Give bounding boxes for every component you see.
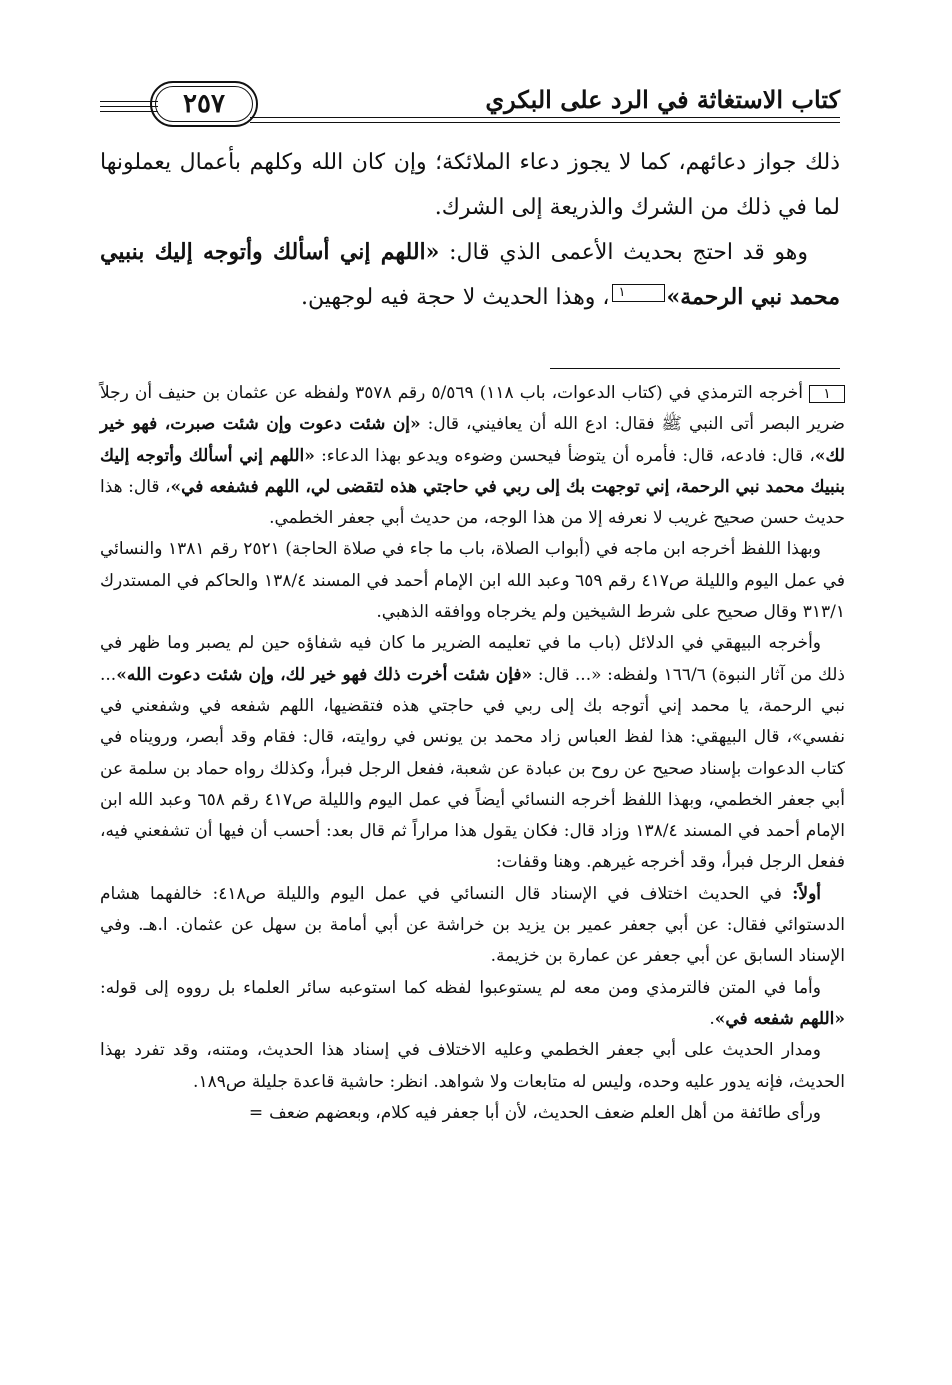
main-paragraph-1: ذلك جواز دعائهم، كما لا يجوز دعاء الملائكة؛ وإن كان الله وكلهم بأعمال يعملونها لما في ذلك من الشرك والذريعة إلى الشرك. (100, 150, 840, 220)
footnote-1-text-b: ، قال: فادعه، قال: فأمره أن يتوضأ فيحسن وضوءه ويدعو بهذا الدعاء: (314, 445, 815, 466)
footnotes (100, 378, 845, 1129)
footnote-paragraph-2: وبهذا اللفظ أخرجه ابن ماجه في (أبواب الصلاة، باب ما جاء في صلاة الحاجة) ٢٥٢١ رقم ١٣٨١ والنسائي في عمل اليوم والليلة ص٤١٧ رقم ٦٥٩ وعبد الله ابن الإمام أحمد في المسند ١٣٨/٤ والحاكم في المستدرك ٣١٣/١ وقال صحيح على شرط الشيخين ولم يخرجاه ووافقه الذهبي. (100, 539, 846, 623)
page-number-medallion (150, 81, 258, 127)
footnote-reference[interactable]: ١ (612, 284, 665, 302)
main-text (100, 140, 840, 320)
footnote-3-quote: «فإن شئت أخرت ذلك فهو خير لك، وإن شئت دعوت الله» (116, 664, 533, 685)
footnote-5-text-b: . (709, 1008, 715, 1029)
main-paragraph-2 (100, 230, 840, 320)
header-rule-right-bottom (250, 122, 840, 123)
header-rule-right-top (250, 117, 840, 118)
continuation-mark: = (248, 1102, 264, 1123)
footnote-paragraph-3 (100, 628, 845, 878)
paragraph-2-outro: ، وهذا الحديث لا حجة فيه لوجهين. (301, 285, 610, 310)
footnote-4-label: أولاً: (792, 883, 821, 904)
header-rule-left-bottom (100, 111, 158, 112)
footnote-1 (100, 378, 845, 534)
footnote-7-text: ورأى طائفة من أهل العلم ضعف الحديث، لأن أبا جعفر فيه كلام، وبعضهم ضعف (269, 1102, 821, 1123)
footnote-divider (550, 368, 840, 369)
footnote-5-quote: «اللهم شفعه في» (714, 1008, 845, 1029)
footnote-paragraph-7 (100, 1098, 845, 1129)
footnote-marker: ١ (809, 385, 845, 403)
hadith-quote: «اللهم إني أسألك وأتوجه إليك بنبيي محمد نبي الرحمة» (100, 239, 840, 310)
paragraph-2-intro: وهو قد احتج بحديث الأعمى الذي قال: (439, 240, 808, 265)
footnote-paragraph-4 (100, 879, 845, 973)
footnote-3-text-b: ... نبي الرحمة، يا محمد إني أتوجه بك إلى ربي في حاجتي هذه فتقضيها، اللهم شفعه في وشفعني في نفسي»، قال البيهقي: هذا لفظ العباس زاد محمد بن يونس في روايته، قال: فقام وقد أبصر، ورويناه في كتاب الدعوات بإسناد صحيح عن روح بن عبادة عن شعبة، ففعل الرجل فبرأ، وكذلك رواه حماد بن سلمة عن أبي جعفر الخطمي، وبهذا اللفظ أخرجه النسائي أيضاً في عمل اليوم والليلة ص٤١٧ رقم ٦٥٨ وعبد الله ابن الإمام أحمد في المسند ١٣٨/٤ وزاد قال: فكان يقول هذا مراراً ثم قال بعد: أحسب أن فيها أن تشفعني فيه، ففعل الرجل فبرأ، وقد أخرجه غيرهم. وهنا وقفات: (100, 664, 845, 873)
footnote-5-text-a: وأما في المتن فالترمذي ومن معه لم يستوعبوا لفظه كما استوعبه سائر العلماء بل رووه إلى قوله: (100, 977, 821, 998)
footnote-paragraph-5 (100, 973, 845, 1036)
page-header (100, 55, 840, 130)
footnote-paragraph-6: ومدار الحديث على أبي جعفر الخطمي وعليه الاختلاف في إسناد هذا الحديث، ومتنه، وقد تفرد بهذا الحديث، فإنه يدور عليه وحده، وليس له متابعات ولا شواهد. انظر: حاشية قاعدة جليلة ص١٨٩. (100, 1040, 845, 1092)
book-title: كتاب الاستغاثة في الرد على البكري (485, 85, 840, 114)
page-number: ٢٥٧ (183, 89, 225, 119)
footnote-3-text-a: وأخرجه البيهقي في الدلائل (باب ما في تعليمه الضرير ما كان فيه شفاؤه حين لم يصبر وما ظهر في ذلك من آثار النبوة) ١٦٦/٦ ولفظه: «... قال: (100, 633, 845, 685)
footnote-1-text-c: ، قال: هذا حديث حسن صحيح غريب لا نعرفه إلا من هذا الوجه، من حديث أبي جعفر الخطمي. (100, 476, 845, 529)
footnote-1-text-a: أخرجه الترمذي في (كتاب الدعوات، باب ١١٨) ٥/٥٦٩ رقم ٣٥٧٨ ولفظه عن عثمان بن حنيف أن رجلاً ضرير البصر أتى النبي ﷺ فقال: ادع الله أن يعافيني، قال: (100, 383, 845, 435)
footnote-1-quote-a: «إن شئت دعوت وإن شئت صبرت، فهو خير لك» (100, 414, 845, 466)
footnote-1-quote-b: «اللهم إني أسألك وأتوجه إليك بنبيك محمد نبي الرحمة، إني توجهت بك إلى ربي في حاجتي هذه لتقضى لي، اللهم فشفعه في» (100, 445, 845, 497)
footnote-4-text: في الحديث اختلاف في الإسناد قال النسائي في عمل اليوم والليلة ص٤١٨: خالفهما هشام الدستوائي فقال: عن أبي جعفر عمير بن يزيد بن خراشة عن أبي أمامة بن سهل عن عثمان. ا.هـ. وفي الإسناد السابق عن أبي جعفر عن عمارة بن خزيمة. (100, 883, 845, 967)
